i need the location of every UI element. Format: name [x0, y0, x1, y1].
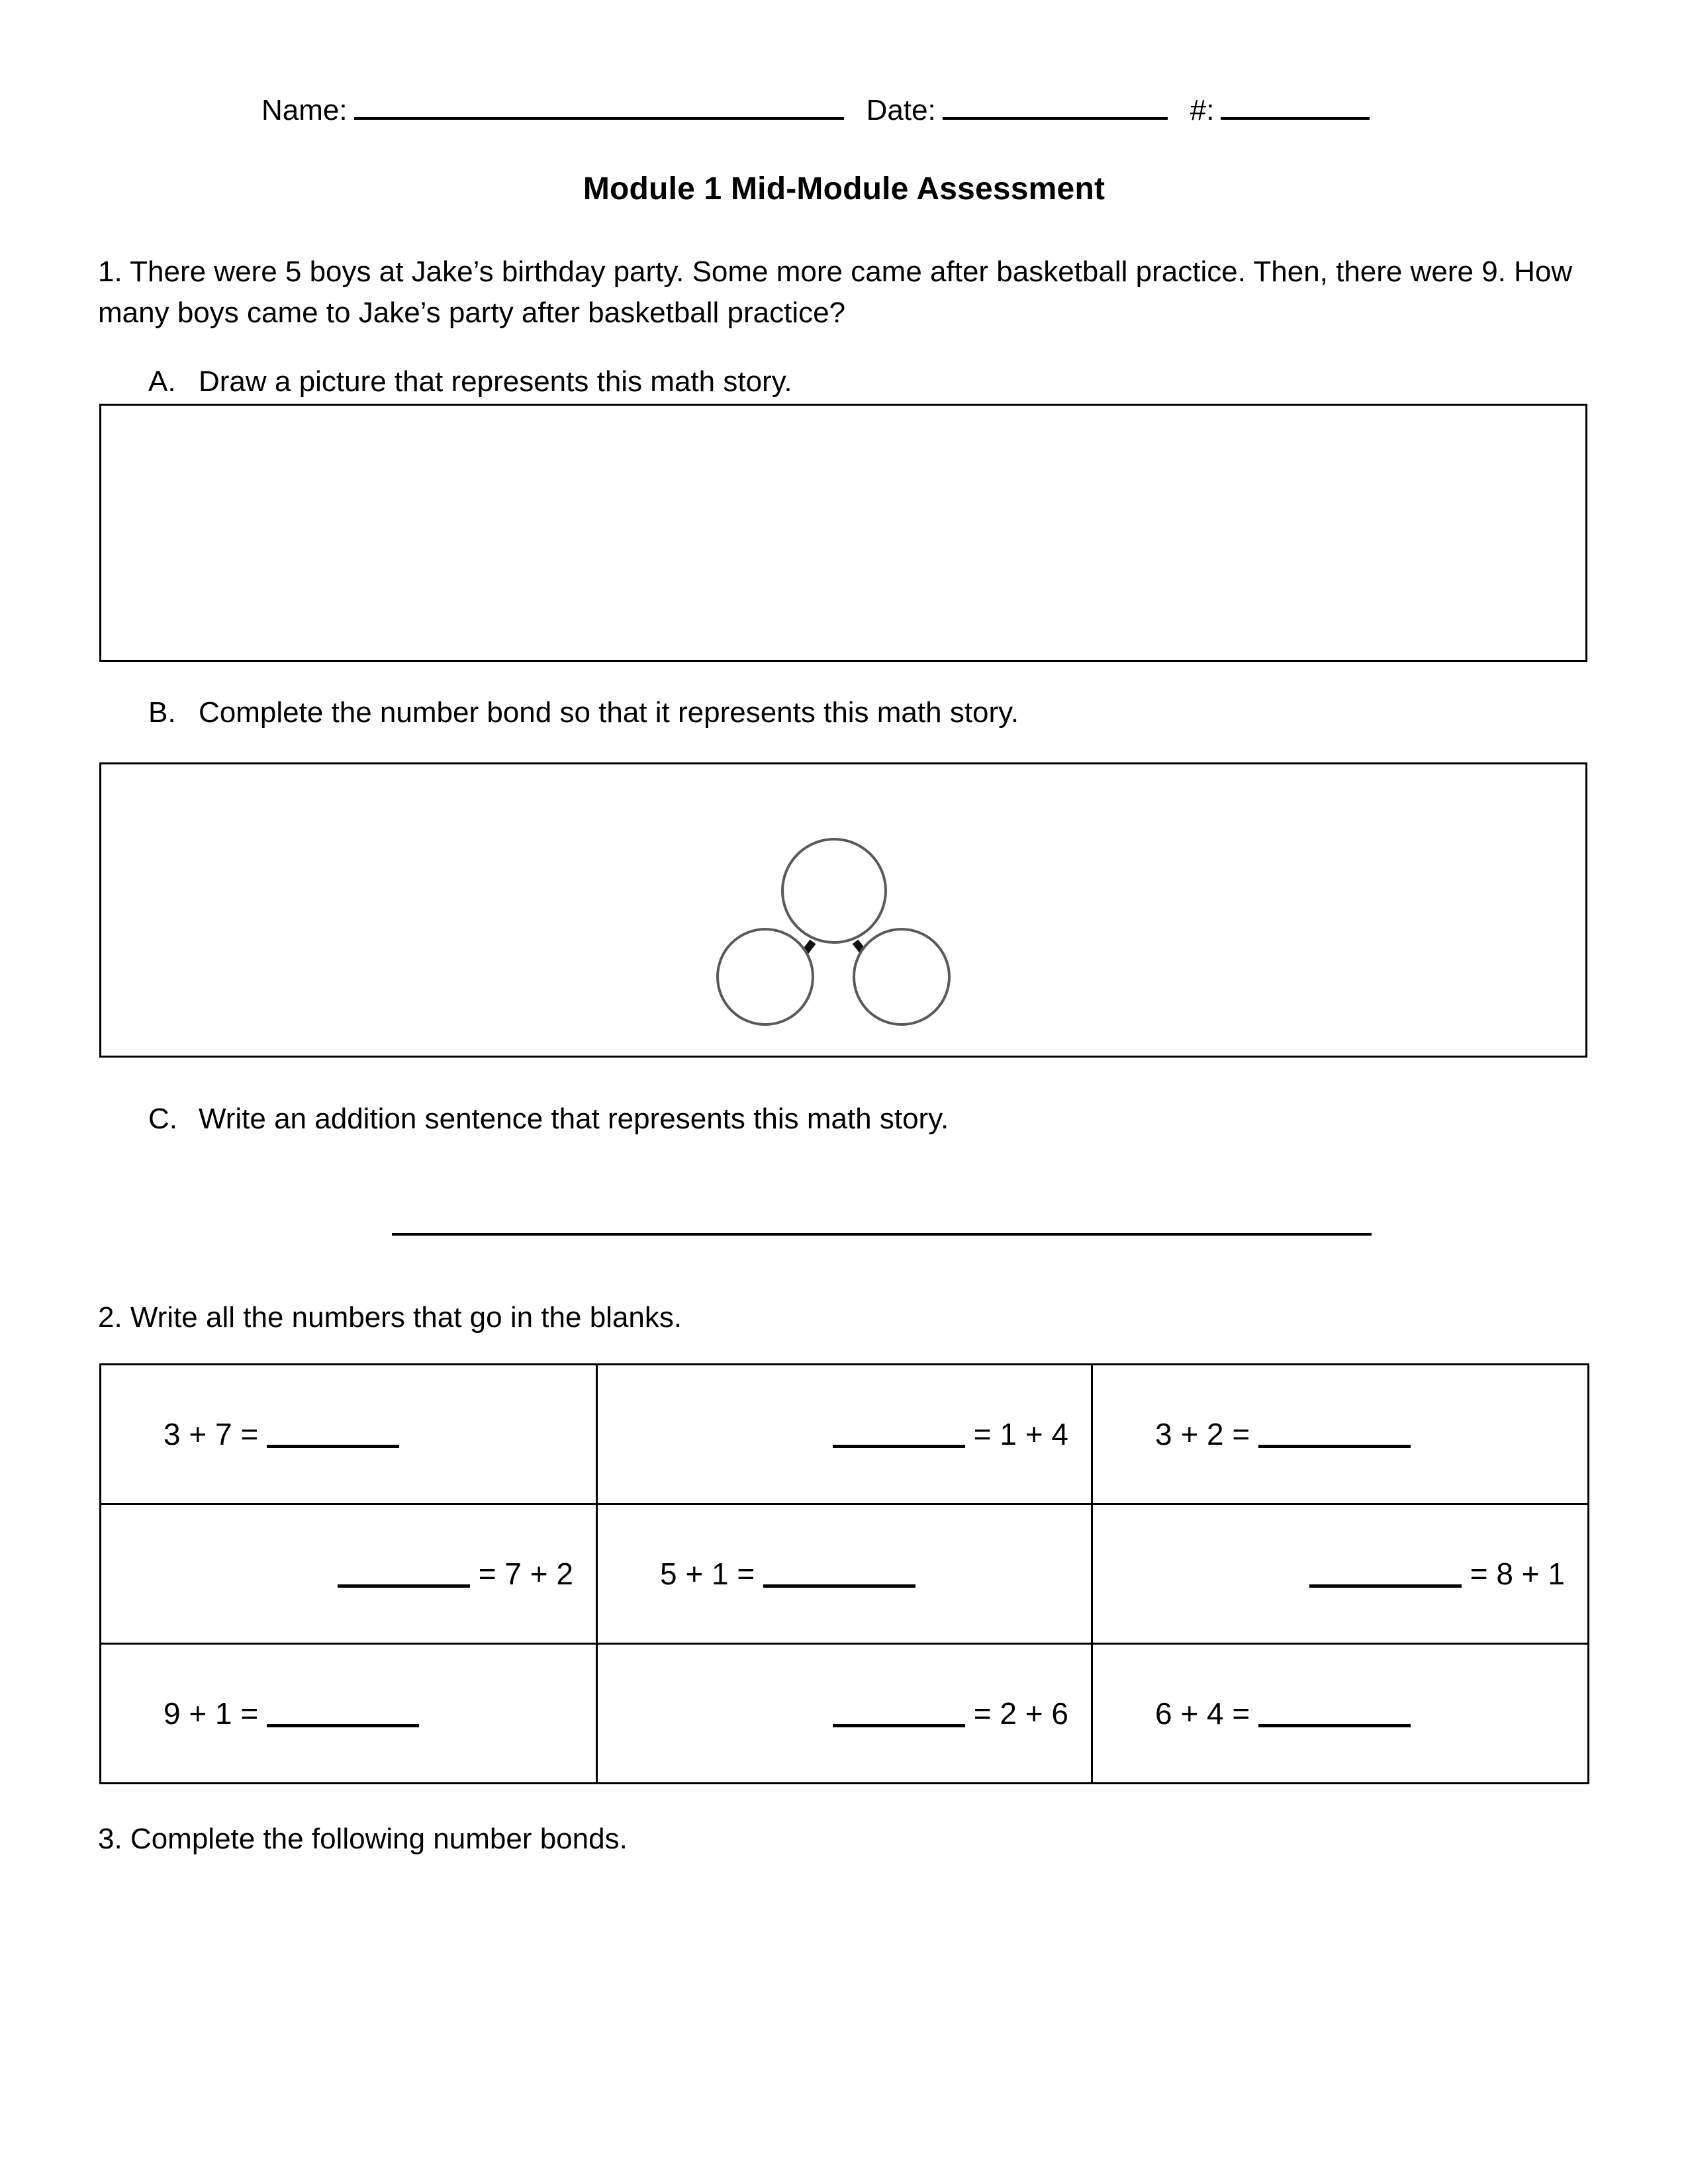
equation-cell[interactable] [1092, 1504, 1589, 1644]
equation-0-2 [1115, 1416, 1605, 1452]
equation-2-1 [620, 1696, 1095, 1731]
part-a-letter: A. [148, 365, 176, 398]
drawing-answer-box[interactable] [99, 404, 1587, 662]
part-c-letter: C. [148, 1103, 177, 1135]
equation-cell[interactable] [1092, 1644, 1589, 1784]
page-title: Module 1 Mid-Module Assessment [583, 171, 1105, 206]
question-1-part-c-label [148, 1103, 949, 1136]
equations-table [99, 1363, 1589, 1784]
number-label: #: [1190, 94, 1215, 126]
bond-part1-circle[interactable] [718, 929, 813, 1024]
equation-1-1 [620, 1556, 1108, 1592]
date-input-line[interactable] [943, 116, 1168, 120]
equation-2-0 [124, 1696, 613, 1731]
equation-1-2 [1115, 1556, 1591, 1592]
table-row [101, 1644, 1589, 1784]
equation-cell[interactable] [597, 1644, 1092, 1784]
equation-0-0 [124, 1416, 613, 1452]
equation-after: = 8 + 1 [1461, 1557, 1565, 1591]
question-3-text: 3. Complete the following number bonds. [98, 1823, 628, 1855]
equation-cell[interactable] [597, 1504, 1092, 1644]
bond-part2-circle[interactable] [854, 929, 949, 1024]
equation-before: 9 + 1 = [164, 1696, 267, 1731]
equation-after: = 7 + 2 [469, 1557, 573, 1591]
equation-after: = 1 + 4 [964, 1417, 1068, 1451]
table-row [101, 1365, 1589, 1504]
equation-before: 3 + 2 = [1155, 1417, 1259, 1451]
date-label: Date: [866, 94, 936, 126]
equation-blank[interactable] [1258, 1444, 1411, 1448]
name-input-line[interactable] [354, 116, 844, 120]
addition-sentence-answer-line[interactable] [392, 1232, 1372, 1236]
equation-before: 6 + 4 = [1155, 1696, 1259, 1731]
equation-blank[interactable] [1258, 1723, 1411, 1727]
equation-before: 5 + 1 = [660, 1557, 764, 1591]
student-info-header [261, 94, 1370, 127]
number-input-line[interactable] [1221, 116, 1370, 120]
question-1-part-a-label [148, 365, 792, 398]
equation-blank[interactable] [833, 1444, 965, 1448]
question-1-text: 1. There were 5 boys at Jake’s birthday party. Some more came after basketball practice. Then, there were 9. How many boys came to Jake’s party after basketball practice? [98, 255, 1573, 330]
table-row [101, 1504, 1589, 1644]
equation-cell[interactable] [101, 1365, 597, 1504]
equation-cell[interactable] [101, 1644, 597, 1784]
bond-total-circle[interactable] [782, 839, 886, 942]
equation-before: 3 + 7 = [164, 1417, 267, 1451]
equation-blank[interactable] [833, 1723, 965, 1727]
part-c-prompt: Write an addition sentence that represents this math story. [199, 1103, 949, 1135]
equation-cell[interactable] [597, 1365, 1092, 1504]
part-b-letter: B. [148, 696, 176, 729]
equation-blank[interactable] [267, 1444, 399, 1448]
equation-blank[interactable] [267, 1723, 419, 1727]
equations-table-body [101, 1365, 1589, 1784]
equation-after: = 2 + 6 [964, 1696, 1068, 1731]
name-label: Name: [261, 94, 348, 126]
equation-2-2 [1115, 1696, 1605, 1731]
part-a-prompt: Draw a picture that represents this math story. [199, 365, 792, 398]
equation-blank[interactable] [338, 1584, 470, 1588]
equation-blank[interactable] [763, 1584, 915, 1588]
question-1-part-b-label [148, 696, 1019, 729]
question-2-text: 2. Write all the numbers that go in the blanks. [98, 1301, 682, 1334]
equation-0-1 [620, 1416, 1095, 1452]
equation-cell[interactable] [1092, 1365, 1589, 1504]
number-bond-diagram [702, 813, 966, 1031]
equation-cell[interactable] [101, 1504, 597, 1644]
part-b-prompt: Complete the number bond so that it represents this math story. [199, 696, 1019, 729]
equation-blank[interactable] [1309, 1584, 1462, 1588]
equation-1-0 [124, 1556, 600, 1592]
